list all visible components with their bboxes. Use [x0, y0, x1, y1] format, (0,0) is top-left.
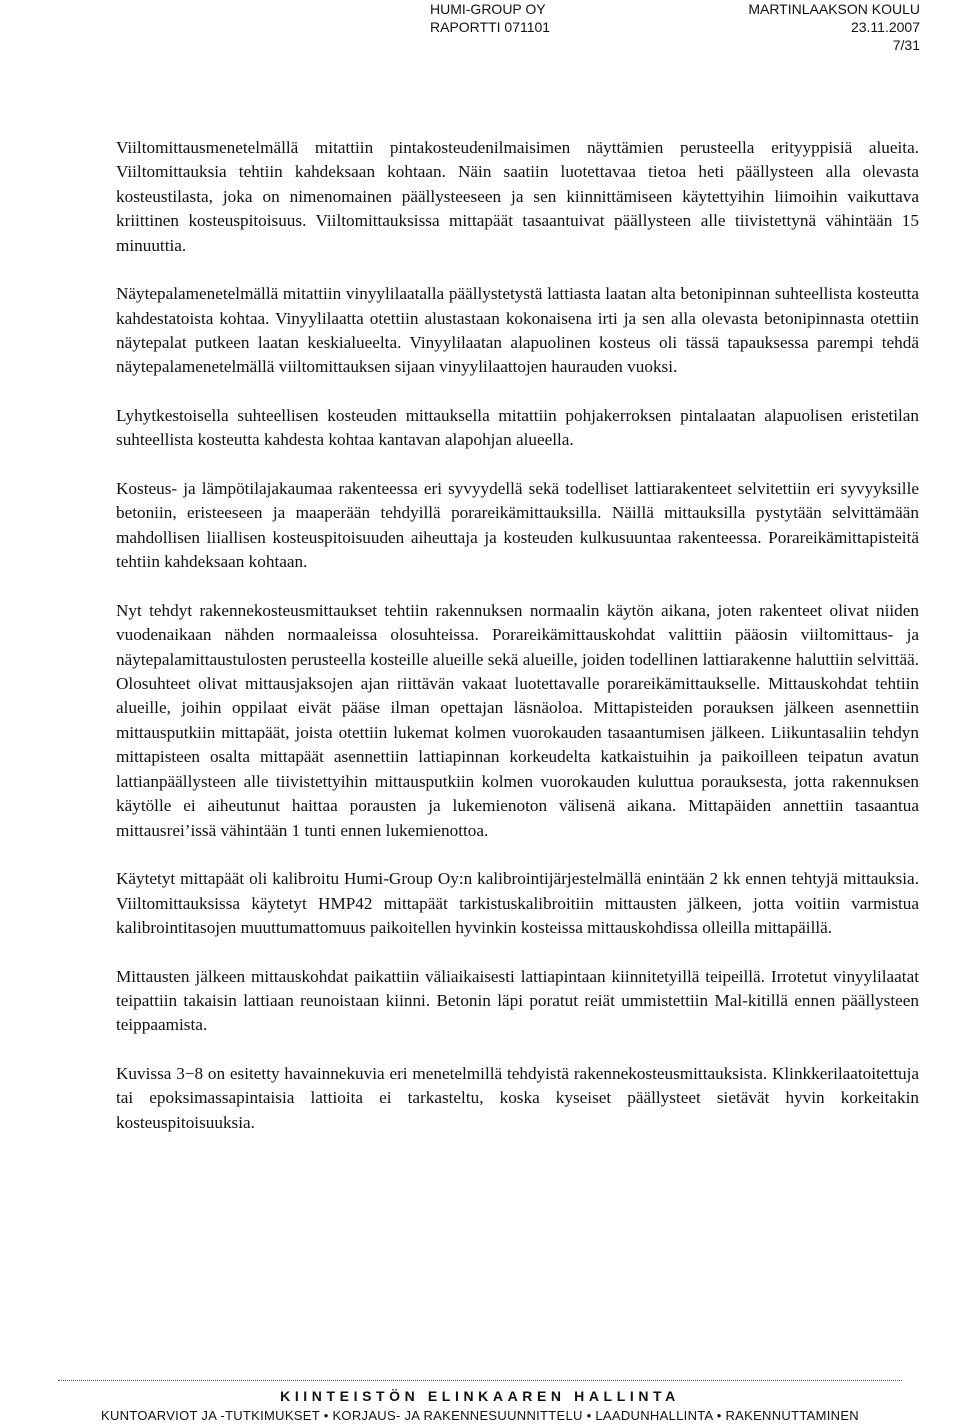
- company-name: HUMI-GROUP OY: [430, 1, 546, 17]
- report-number: RAPORTTI 071101: [430, 19, 551, 35]
- footer-title: KIINTEISTÖN ELINKAAREN HALLINTA: [280, 1388, 680, 1404]
- paragraph-mittausolosuhteet: Nyt tehdyt rakennekosteusmittaukset tehtiin rakennuksen normaalin käytön aikana, joten rakenteet olivat niiden vuodenaikaan nähden normaaleissa olosuhteissa. Porareikämittauskohdat valittiin pääosin viiltomittaus- ja näytepalamittaustulosten perusteella kosteille alueille sekä alueille, joiden todellinen lattiarakenne haluttiin selvittää. Olosuhteet olivat mittausjaksojen ajan riittävän vakaat luotettavalle porareikämittaukselle. Mittauskohdat tehtiin alueille, joihin oppilaat eivät pääse ilman opettajan läsnäoloa. Mittapisteiden porauksen jälkeen asennettiin mittausputkiin mittapäät, joista otettiin lukemat kolmen vuorokauden tasaantumisen jälkeen. Liikuntasaliin tehdyn mittapisteen osalta mittapäät asennettiin lattiapinnan korkeudelta katkaistuihin ja paikoilleen teipatun avatun lattianpäällysteen alle tiivistettyihin mittausputkiin kolmen vuorokauden kuluttua porauksesta, jotta rakennuksen käytölle ei aiheutunut haittaa porausten ja lukemienoton välisenä aikana. Mittapäiden annettiin tasaantua mittausrei’issä vähintään 1 tunti ennen lukemienottoa.: [116, 600, 919, 840]
- page-number: 7/31: [892, 37, 920, 53]
- paragraph-kuvat: Kuvissa 3−8 on esitetty havainnekuvia eri menetelmillä tehdyistä rakennekosteusmittauksista. Klinkkerilaatoitettuja tai epoksimassapintaisia lattioita ei tarkasteltu, koska kyseiset päällysteet sietävät hyvin korkeitakin kosteuspitoisuuksia.: [116, 1063, 919, 1132]
- site-name: MARTINLAAKSON KOULU: [748, 1, 920, 17]
- footer-services: KUNTOARVIOT JA -TUTKIMUKSET • KORJAUS- JA RAKENNESUUNNITTELU • LAADUNHALLINTA • RAKENNUTTAMINEN: [101, 1408, 859, 1423]
- paragraph-paikkaus: Mittausten jälkeen mittauskohdat paikattiin väliaikaisesti lattiapintaan kiinnitetyillä teipeillä. Irrotetut vinyylilaatat teipattiin takaisin lattiaan reunoistaan kiinni. Betonin läpi poratut reiät ummistettiin Mal-kitillä ennen päällysteen teippaamista.: [116, 966, 919, 1035]
- header-right: [748, 0, 920, 54]
- report-date: 23.11.2007: [850, 19, 920, 35]
- paragraph-kalibrointi: Käytetyt mittapäät oli kalibroitu Humi-Group Oy:n kalibrointijärjestelmällä enintään 2 kk ennen tehtyjä mittauksia. Viiltomittauksissa käytetyt HMP42 mittapäät tarkistuskalibroitiin mittausten jälkeen, jotta voitiin varmistua kalibrointitasojen muuttumattomuus paikoitellen hyvinkin kosteissa mittauskohdissa olleilla mittapäillä.: [116, 869, 919, 937]
- header-left: [430, 0, 550, 36]
- footer-divider: [58, 1380, 902, 1381]
- paragraph-porareika: Kosteus- ja lämpötilajakaumaa rakenteessa eri syvyydellä sekä todelliset lattiarakenteet selvitettiin eri syvyyksille betoniin, eristeeseen ja maaperään tehdyillä porareikämittauksilla. Näillä mittauksilla pystytään selvittämään mahdollisen liiallisen kosteuspitoisuuden aiheuttaja ja kosteuden kulkusuuntaa rakenteessa. Porareikämittapisteitä tehtiin kahdeksaan kohtaan.: [116, 479, 919, 572]
- paragraph-viiltomittaus: Viiltomittausmenetelmällä mitattiin pintakosteudenilmaisimen näyttämien perusteella erityyppisiä alueita. Viiltomittauksia tehtiin kahdeksaan kohtaan. Näin saatiin luotettavaa tietoa heti päällysteen alla olevasta kosteustilasta, joka on nimenomainen päällysteeseen ja sen kiinnittämiseen käytettyihin liimoihin vaikuttava kriittinen kosteuspitoisuus. Viiltomittauksissa mittapäät tasaantuivat päällysteen alle tiivistettynä vähintään 15 minuuttia.: [116, 138, 919, 255]
- paragraph-naytepala: Näytepalamenetelmällä mitattiin vinyylilaatalla päällystetystä lattiasta laatan alta betonipinnan suhteellista kosteutta kahdestatoista kohtaa. Vinyylilaatta otettiin alustastaan kokonaisena irti ja sen alla olevasta betonipinnasta otettiin näytepalat putkeen laatan keskialueelta. Vinyylilaatan alapuolinen kosteus oli tässä tapauksessa parempi tehdä näytepalamenetelmällä viiltomittauksen sijaan vinyylilaattojen haurauden vuoksi.: [116, 284, 919, 377]
- body-text: [116, 136, 919, 1159]
- paragraph-lyhytkestoinen: Lyhytkestoisella suhteellisen kosteuden mittauksella mitattiin pohjakerroksen pintalaatan alapuolisen eristetilan suhteellista kosteutta kahdesta kohtaa kantavan alapohjan alueella.: [116, 406, 919, 450]
